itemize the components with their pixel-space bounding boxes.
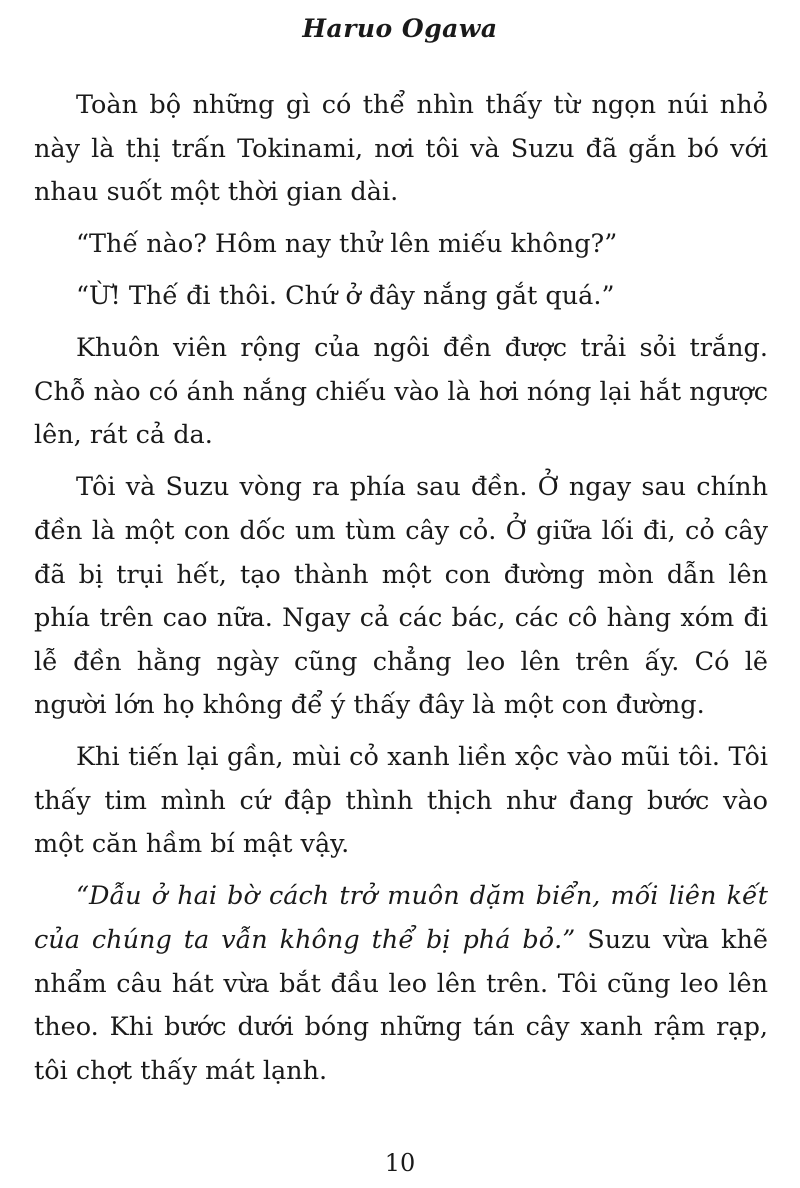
paragraph: “Thế nào? Hôm nay thử lên miếu không?” [76,229,618,260]
song-lyric-quote: “Dẫu ở hai bờ cách trở muôn dặm biển, mối liên kết của chúng ta vẫn không thể bị phá bỏ.” [34,881,768,956]
paragraph: Tôi và Suzu vòng ra phía sau đền. Ở ngay sau chính đền là một con dốc um tùm cây cỏ. Ở giữa lối đi, cỏ cây đã bị trụi hết, tạo thành một con đường mòn dẫn lên phía trên cao nữa. Ngay cả các bác, các cô hàng xóm đi lễ đền hằng ngày cũng chẳng leo lên trên ấy. Có lẽ người lớn họ không để ý thấy đây là một con đường. [34,472,768,721]
paragraph: Khi tiến lại gần, mùi cỏ xanh liền xộc vào mũi tôi. Tôi thấy tim mình cứ đập thình thịch như đang bước vào một căn hầm bí mật vậy. [34,742,768,860]
paragraph-with-song-lyric [34,875,768,1093]
paragraph: Toàn bộ những gì có thể nhìn thấy từ ngọn núi nhỏ này là thị trấn Tokinami, nơi tôi và Suzu đã gắn bó với nhau suốt một thời gian dài. [34,90,768,208]
running-header-author: Haruo Ogawa [302,14,498,43]
page-number: 10 [384,1149,416,1177]
paragraph: “Ừ! Thế đi thôi. Chứ ở đây nắng gắt quá.” [76,281,615,312]
paragraph: Khuôn viên rộng của ngôi đền được trải sỏi trắng. Chỗ nào có ánh nắng chiếu vào là hơi nóng lại hắt ngược lên, rát cả da. [34,333,768,451]
paragraph-continuation: Suzu vừa khẽ nhẩm câu hát vừa bắt đầu leo lên trên. Tôi cũng leo lên theo. Khi bước dưới bóng những tán cây xanh rậm rạp, tôi chợt thấy mát lạnh. [34,925,768,1086]
body-text [34,84,768,1102]
